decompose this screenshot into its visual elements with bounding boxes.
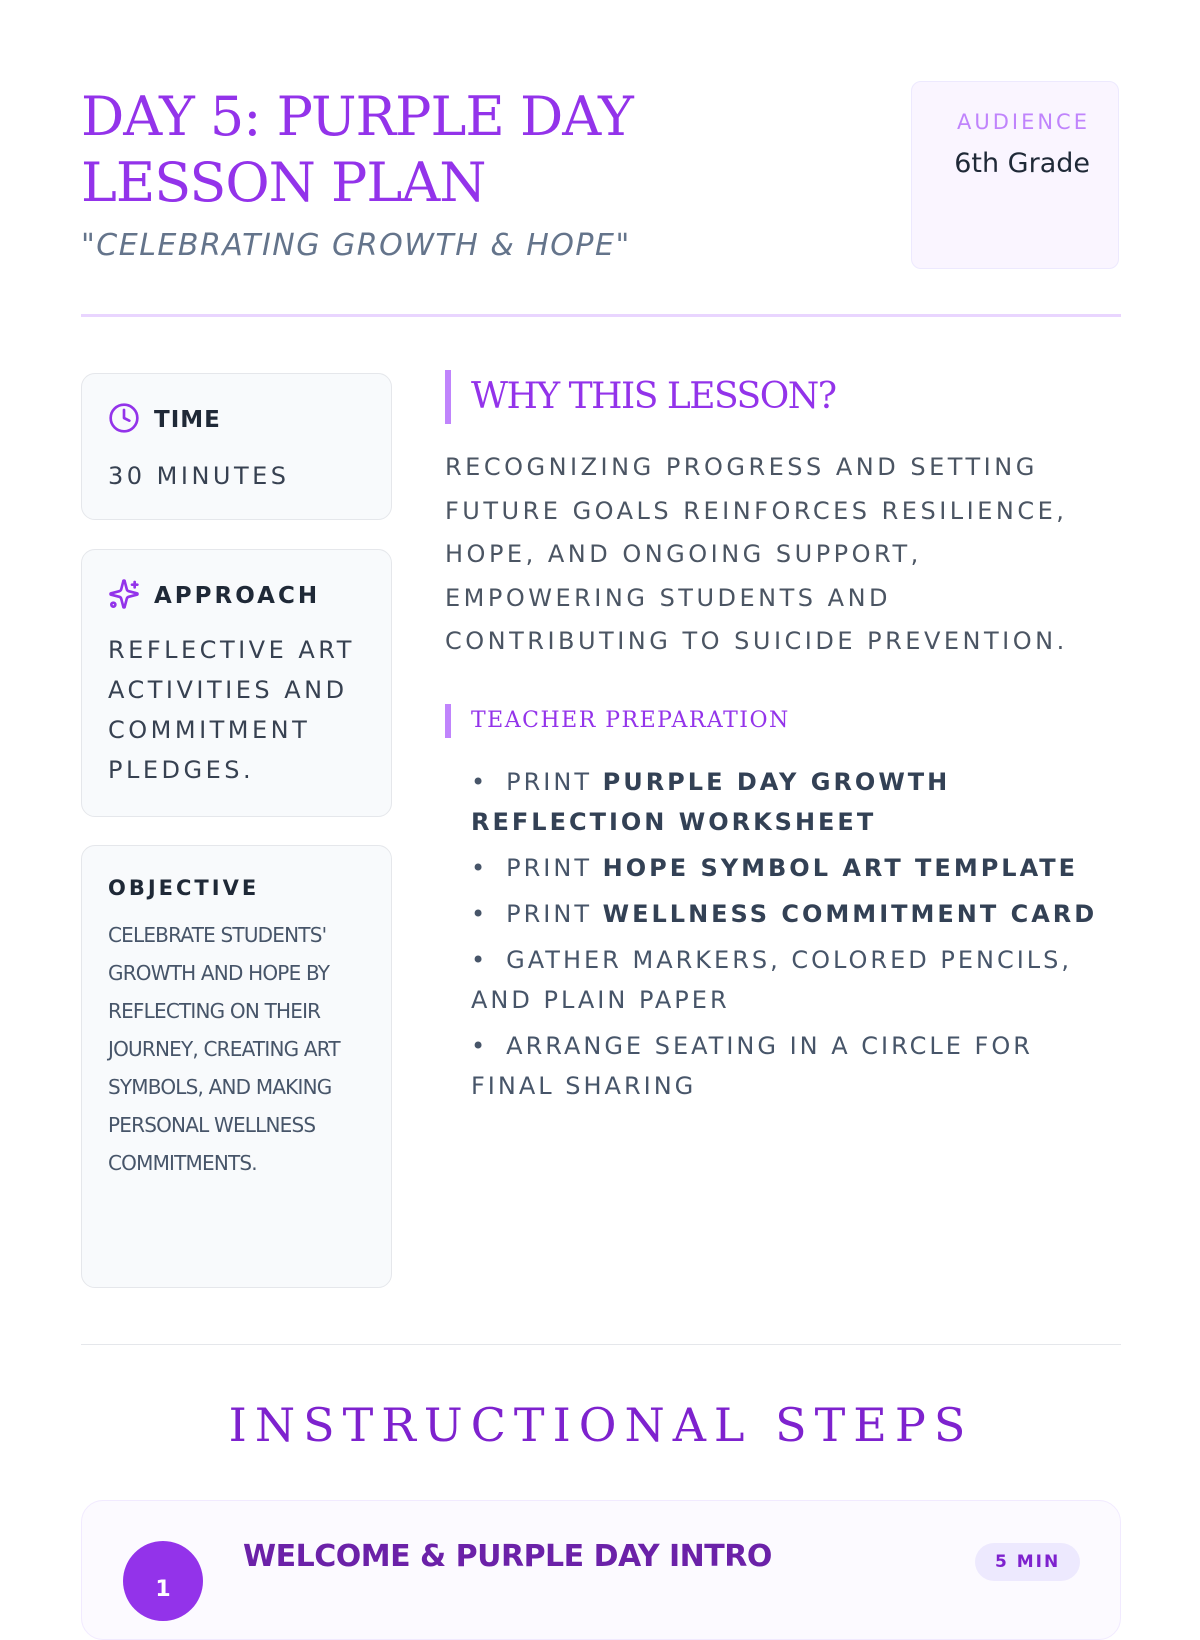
list-item: • PRINT HOPE SYMBOL ART TEMPLATE [471, 853, 1079, 882]
approach-card [81, 549, 392, 817]
audience-box [911, 81, 1119, 269]
step-number: 1 [123, 1541, 203, 1621]
list-item: • GATHER MARKERS, COLORED PENCILS, AND PLAIN PAPER [471, 945, 1073, 1014]
list-item: • ARRANGE SEATING IN A CIRCLE FOR FINAL SHARING [471, 1031, 1033, 1100]
page-subtitle: "CELEBRATING GROWTH & HOPE" [81, 228, 631, 263]
objective-card [81, 845, 392, 1288]
audience-label: AUDIENCE [956, 110, 1090, 134]
preparation-heading: TEACHER PREPARATION [445, 704, 1121, 738]
approach-value: REFLECTIVE ART ACTIVITIES AND COMMITMENT PLEDGES. [108, 636, 355, 784]
time-value: 30 MINUTES [108, 462, 290, 490]
list-item: • PRINT PURPLE DAY GROWTH REFLECTION WORKSHEET [471, 767, 951, 836]
main-content [445, 370, 1121, 1112]
list-item: • PRINT WELLNESS COMMITMENT CARD [471, 899, 1098, 928]
objective-label: OBJECTIVE [108, 876, 260, 900]
header-divider [81, 314, 1121, 317]
approach-label: APPROACH [154, 583, 321, 609]
time-card [81, 373, 392, 520]
steps-heading: INSTRUCTIONAL STEPS [228, 1398, 974, 1452]
clock-icon [108, 402, 140, 438]
step-title: WELCOME & PURPLE DAY INTRO [243, 1539, 772, 1574]
page-title: DAY 5: PURPLE DAY LESSON PLAN [81, 85, 633, 214]
why-text: RECOGNIZING PROGRESS AND SETTING FUTURE GOALS REINFORCES RESILIENCE, HOPE, AND ONGOING SUPPORT, EMPOWERING STUDENTS AND CONTRIBUTING TO SUICIDE PREVENTION. [445, 453, 1068, 655]
audience-value: 6th Grade [954, 148, 1090, 179]
preparation-list [471, 762, 1121, 1106]
time-label: TIME [154, 407, 221, 433]
section-divider [81, 1344, 1121, 1345]
objective-value: CELEBRATE STUDENTS' GROWTH AND HOPE BY REFLECTING ON THEIR JOURNEY, CREATING ART SYMBOLS, AND MAKING PERSONAL WELLNESS COMMITMENTS. [108, 923, 340, 1175]
step-duration-badge: 5 MIN [975, 1543, 1080, 1581]
lesson-plan-page [81, 0, 1121, 1600]
step-card [81, 1500, 1121, 1640]
sparkles-icon [108, 578, 140, 614]
why-heading: WHY THIS LESSON? [445, 370, 1121, 424]
